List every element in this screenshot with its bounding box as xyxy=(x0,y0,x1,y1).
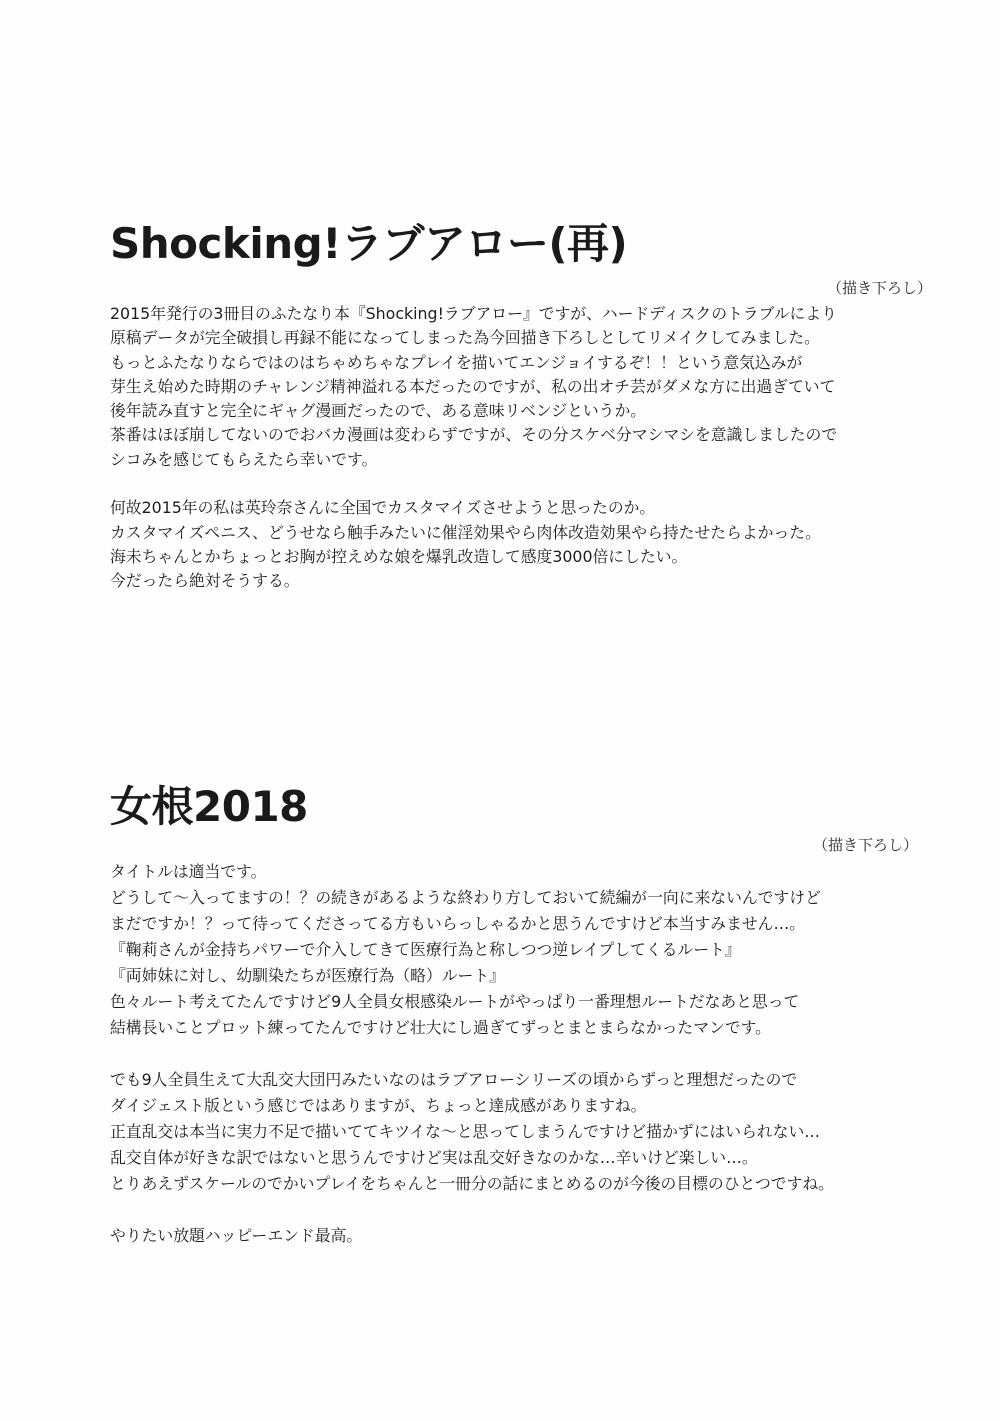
body-line: もっとふたなりならではのはちゃめちゃなプレイを描いてエンジョイするぞ！！という意気込みが xyxy=(110,352,803,372)
section-body xyxy=(110,302,950,594)
body-line: 芽生え始めた時期のチャレンジ精神溢れる本だったのですが、私の出オチ芸がダメな方に出過ぎていて xyxy=(110,376,836,396)
body-line: 茶番はほぼ崩してないのでおバカ漫画は変わらずですが、その分スケベ分マシマシを意識しましたので xyxy=(110,425,838,445)
body-line: やりたい放題ハッピーエンド最高。 xyxy=(110,1226,363,1245)
body-line: 今だったら絶対そうする。 xyxy=(110,571,300,591)
body-line: まだですか！？って待ってくださってる方もいらっしゃるかと思うんですけど本当すみません…。 xyxy=(110,914,806,933)
body-line: 色々ルート考えてたんですけど9人全員女根感染ルートがやっぱり一番理想ルートだなあと思って xyxy=(110,992,800,1011)
body-line: 2015年発行の3冊目のふたなり本『Shocking!ラブアロー』ですが、ハードディスクのトラブルにより xyxy=(110,304,837,323)
section-body xyxy=(110,859,950,1249)
body-line: シコみを感じてもらえたら幸いです。 xyxy=(110,449,378,469)
paragraph-break xyxy=(110,472,950,496)
body-line: 乱交自体が好きな訳ではないと思うんですけど実は乱交好きなのかな…辛いけど楽しい…。 xyxy=(110,1148,758,1167)
afterword-section-shocking-love-arrow xyxy=(110,218,950,594)
body-line: 後年読み直すと完全にギャグ漫画だったので、ある意味リベンジというか。 xyxy=(110,401,647,421)
paragraph-break xyxy=(110,1197,950,1223)
body-line: でも9人全員生えて大乱交大団円みたいなのはラブアローシリーズの頃からずっと理想だったので xyxy=(110,1070,798,1089)
body-line: タイトルは適当です。 xyxy=(110,862,267,881)
body-line: 原稿データが完全破損し再録不能になってしまった為今回描き下ろしとしてリメイクしてみました。 xyxy=(110,328,820,348)
body-line: 正直乱交は本当に実力不足で描いててキツイな～と思ってしまうんですけど描かずにはいられない… xyxy=(110,1122,821,1141)
body-line: 何故2015年の私は英玲奈さんに全国でカスタマイズさせようと思ったのか。 xyxy=(110,498,656,518)
section-title: Shocking!ラブアロー(再) xyxy=(110,219,628,268)
afterword-section-jokon-2018 xyxy=(110,781,950,1249)
body-line: ダイジェスト版という感じではありますが、ちょっと達成感がありますね。 xyxy=(110,1096,647,1115)
section-note: （描き下ろし） xyxy=(812,836,918,854)
body-line: とりあえずスケールのでかいプレイをちゃんと一冊分の話にまとめるのが今後の目標のひとつですね。 xyxy=(110,1174,834,1193)
body-line: 海未ちゃんとかちょっとお胸が控えめな娘を爆乳改造して感度3000倍にしたい。 xyxy=(110,546,688,566)
section-title: 女根2018 xyxy=(110,782,308,831)
body-line: 『両姉妹に対し、幼馴染たちが医療行為（略）ルート』 xyxy=(110,966,505,985)
body-line: 結構長いことプロット練ってたんですけど壮大にし過ぎてずっとまとまらなかったマンです。 xyxy=(110,1018,771,1037)
section-note: （描き下ろし） xyxy=(826,279,932,297)
paragraph-break xyxy=(110,1041,950,1067)
body-line: 『鞠莉さんが金持ちパワーで介入してきて医療行為と称しつつ逆レイプしてくるルート』 xyxy=(110,940,741,959)
body-line: カスタマイズペニス、どうせなら触手みたいに催淫効果やら肉体改造効果やら持たせたらよかった。 xyxy=(110,522,821,542)
body-line: どうして～入ってますの！？の続きがあるような終わり方しておいて続編が一向に来ないんですけど xyxy=(110,888,821,907)
